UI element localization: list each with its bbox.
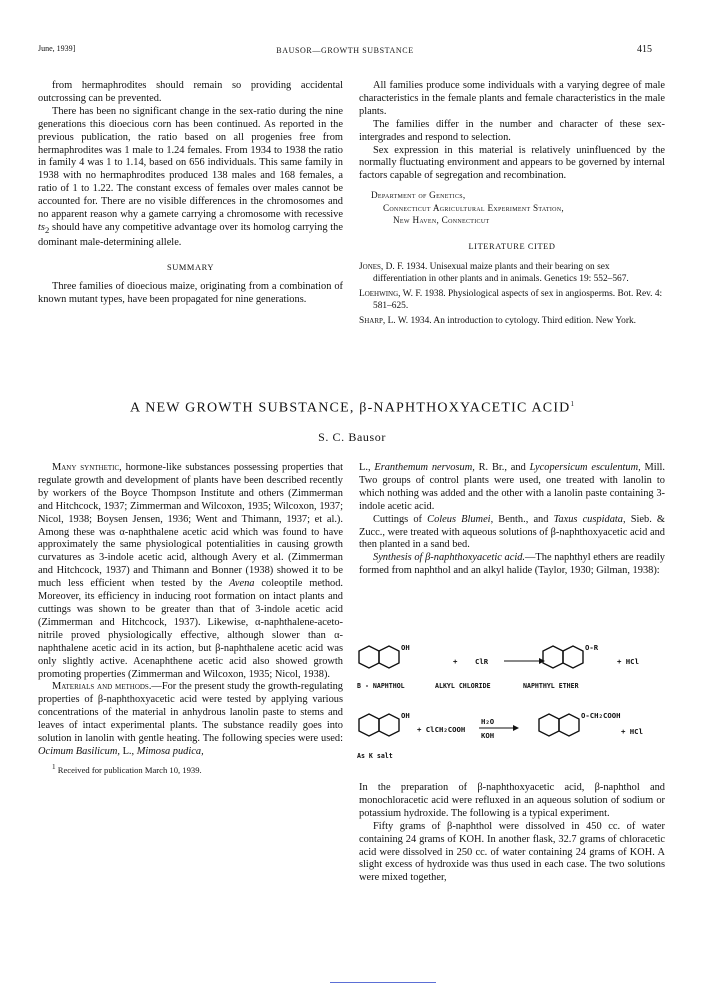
reference-item — [359, 261, 665, 285]
reference-text: 1938. Physiological aspects of sex in angiosperms. Bot. Rev. 4: 581–625. — [373, 288, 663, 311]
lower-right-column — [359, 462, 665, 578]
reactant-label: ALKYL CHLORIDE — [435, 682, 491, 690]
upper-left-column — [38, 80, 343, 307]
naphthalene-ring-structure — [543, 646, 583, 668]
running-title: BAUSOR—GROWTH SUBSTANCE — [276, 46, 414, 55]
footnote-text: Received for publication March 10, 1939. — [57, 764, 202, 775]
paragraph — [38, 462, 343, 681]
naphthalene-ring-structure — [539, 714, 579, 736]
paragraph — [38, 106, 343, 250]
reference-text: 1934. Unisexual maize plants and their bearing on sex differentiation in other plants and in animals. Genetics 19: 552–567. — [373, 261, 629, 284]
paragraph: from hermaphrodites should remain so providing accidental outcrossing can be prevented. — [38, 80, 343, 104]
affiliation-line: New Haven, Connecticut — [393, 215, 490, 226]
condition-water: H₂O — [481, 717, 495, 726]
running-header — [38, 44, 652, 58]
text-run: Sieb. & Zucc., were treated with aqueous solutions of β-naphthoxyacetic acid and then planted in a sand bed. — [359, 513, 666, 551]
chloracetic-acid-reagent: + ClCH₂COOH — [417, 725, 466, 734]
text-run: hormone-like substances possessing properties that regulate growth and development of plants have been described recently by workers of the Boyce Thompson Institute and others (Zimmerman and Hitchcock, 1937; Zimmerman and Wilcoxon, 1935; Wilcoxon, 1937; Nicol, 1938; Boysen Jensen, 1936; Went and Thimann, 1937; et al.). Among these was α-naphthalene acetic acid which was found to have approximately the same physiological potentialities in causing growth curvatures as 3-indole acetic acid, although Avery et al. (Zimmerman and Hitchcock, 1937) and Thimann and Bonner (1938) showed it to be much less efficient when tested by the — [38, 462, 343, 590]
paragraph: In the preparation of β-naphthoxyacetic acid, β-naphthol and monochloracetic acid were refluxed in an aqueous solution of sodium or potassium hydroxide. The following is a typical experiment. — [359, 782, 665, 819]
paragraph: Sex expression in this material is relatively uninfluenced by the normally fluctuating environment and appears to be governed by internal factors capable of segregation and recombination. — [359, 144, 665, 182]
species-name: Lycopersicum esculentum, — [529, 462, 641, 473]
lower-right-continuation — [359, 782, 665, 885]
alkyl-chloride-reagent: ClR — [475, 657, 489, 666]
text-run: coleoptile method. Moreover, its efficiency in inducing root formation on intact plants and cuttings was shown to be greater than that of 3-indole acetic acid (Zimmerman and Hitchcock, 1937). Likewise, α-naphthalene-aceto-nitrile proved physiologically effective, although slower than α-naphthalene acetic acid in its action, but β-naphthalene acetic acid was only slightly active. Acenaphthene acetic acid also showed growth promoting properties (Zimmerman and Wilcoxon, 1935; Nicol, 1938). — [38, 578, 343, 680]
footnote — [38, 761, 343, 777]
hcl-byproduct: + HCl — [621, 727, 643, 736]
article-title-text: A NEW GROWTH SUBSTANCE, β-NAPHTHOXYACETIC ACID — [129, 400, 571, 416]
product-label: NAPHTHYL ETHER — [523, 682, 579, 690]
summary-heading: SUMMARY — [166, 262, 215, 272]
text-run: L., — [359, 462, 375, 473]
paragraph: All families produce some individuals with a varying degree of male characteristics in the female plants and female characteristics in the male plants. — [359, 80, 665, 117]
lead-in: Many synthetic, — [52, 462, 122, 473]
oxyacetic-group: O-CH₂COOH — [581, 711, 621, 720]
paragraph — [38, 681, 343, 758]
ether-group: O-R — [585, 643, 599, 652]
reaction-arrow — [504, 658, 545, 664]
paragraph — [359, 462, 665, 514]
paragraph: Fifty grams of β-naphthol were dissolved in 450 cc. of water containing 24 grams of KOH. In another flask, 32.7 grams of chloracetic acid were dissolved in 250 cc. of water containing 24 grams of KOH. A slight excess of hydroxide was thus used in each case. The two solutions were mixed together, — [359, 820, 665, 884]
hcl-byproduct: + HCl — [617, 657, 639, 666]
text-run: —The naphthyl ethers are readily formed from naphthol and an alkyl halide (Taylor, 1930; Gilman, 1938): — [359, 552, 665, 577]
paragraph: The families differ in the number and character of these sex-intergrades and respond to selection. — [359, 118, 665, 143]
affiliation — [359, 189, 665, 227]
article-title — [0, 400, 704, 417]
species-name: Taxus cuspidata, — [553, 513, 626, 525]
plus-sign: + — [453, 657, 458, 666]
text-run: Mill. Two groups of control plants were used, one treated with lanolin to which nothing was added and the other with a lanolin paste containing 3-indole acetic acid. — [359, 462, 665, 512]
paragraph — [359, 552, 665, 578]
literature-heading: LITERATURE CITED — [468, 242, 556, 252]
text-run: Cuttings of — [373, 513, 428, 525]
text-run: L., — [119, 745, 137, 757]
reference-list — [359, 261, 665, 327]
paragraph — [359, 514, 665, 553]
title-footnote-mark: 1 — [570, 400, 574, 408]
footnote-mark: 1 — [52, 762, 56, 771]
reference-text: 1934. An introduction to cytology. Third edition. New York. — [410, 315, 637, 326]
naphthalene-ring-structure — [359, 714, 399, 736]
reactant-label: B - NAPHTHOL — [357, 682, 405, 690]
reference-author: Sharp, L. W. — [359, 315, 409, 326]
article-author: S. C. Bausor — [318, 430, 386, 444]
reference-item — [359, 315, 665, 327]
gene-symbol: ts — [38, 221, 45, 233]
page-number: 415 — [637, 44, 652, 55]
affiliation-line: Department of Genetics, — [371, 190, 466, 201]
gene-subscript: 2 — [44, 225, 50, 236]
salt-label: As K salt — [357, 752, 393, 760]
reference-author: Loehwing, W. F. — [359, 288, 423, 299]
species-name: Ocimum Basilicum, — [38, 745, 120, 757]
naphthalene-ring-structure — [359, 646, 399, 668]
issue-date: June, 1939] — [38, 44, 76, 53]
upper-right-column — [359, 80, 665, 330]
species-name: Coleus Blumei, — [427, 513, 494, 525]
text-run: Benth., and — [493, 513, 554, 525]
section-lead: Synthesis of β-naphthoxyacetic acid. — [373, 552, 526, 564]
species-name: Eranthemum nervosum, — [374, 462, 475, 473]
species-name: Mimosa pudica, — [136, 745, 204, 757]
hydroxyl-group: OH — [401, 711, 410, 720]
reaction-scheme — [355, 640, 665, 770]
summary-paragraph: Three families of dioecious maize, originating from a combination of known mutant types, have been propagated for nine generations. — [38, 280, 343, 305]
italic-term: Avena — [229, 578, 255, 590]
page-link-underline — [330, 982, 436, 983]
text-run: R. Br., and — [474, 462, 530, 473]
text-run: should have any competitive advantage over its homolog carrying the dominant male-determining allele. — [38, 221, 343, 248]
lower-left-column — [38, 462, 343, 777]
text-run: —For the present study the growth-regulating properties of β-naphthoxyacetic acid were tested by applying various concentrations of the material in anhydrous lanolin paste to stems and leaves of intact experimental plants. The substance readily goes into solution in lanolin with gentle heating. The following species were used: — [38, 681, 343, 745]
reference-author: Jones, D. F. — [359, 261, 404, 272]
section-lead: Materials and methods. — [52, 681, 152, 693]
reference-item — [359, 288, 665, 312]
condition-base: KOH — [481, 731, 495, 740]
text-run: There has been no significant change in the sex-ratio during the nine generations this dioecious corn has been continued. As reported in the previous publication, the ratio based on all progenies free from hermaphrodites was 1 male to 1.24 females. From 1934 to 1938 the ratio in family 4 was 1 to 1.14, based on 656 individuals. This same family in 1938 with no hermaphrodites produced 138 males and 168 females, a ratio of 1 to 1.22. The constant excess of females over males cannot be accounted for. There are no visible differences in the chromosomes and no apparent reason why a gamete carrying a chromosome with recessive — [38, 105, 343, 221]
affiliation-line: Connecticut Agricultural Experiment Station, — [383, 202, 564, 213]
hydroxyl-group: OH — [401, 643, 410, 652]
